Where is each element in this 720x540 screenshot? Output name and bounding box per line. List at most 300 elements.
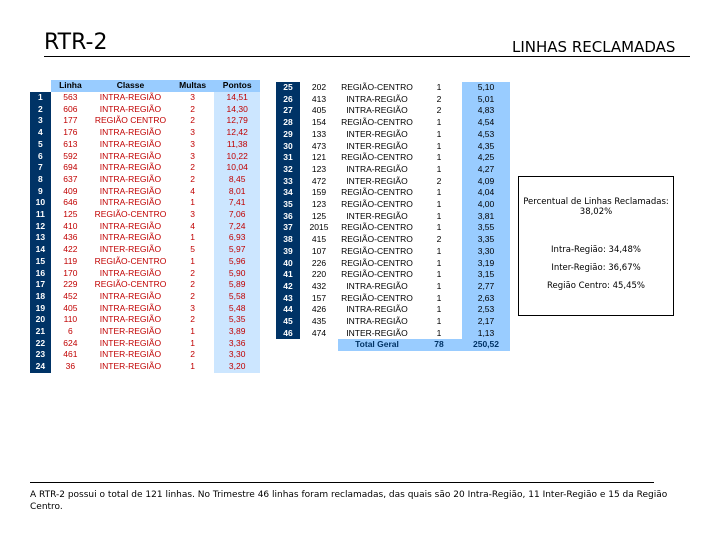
table-row	[276, 187, 510, 199]
row-multas: 2	[190, 173, 195, 184]
table-row	[276, 269, 510, 281]
row-classe: REGIÃO-CENTRO	[338, 187, 416, 199]
row-classe: INTRA-REGIÃO	[338, 94, 416, 106]
row-linha: 563	[63, 92, 78, 102]
row-rank: 39	[276, 246, 300, 258]
row-rank: 2	[30, 104, 51, 116]
row-linha: 461	[63, 349, 78, 360]
table-row	[30, 151, 260, 163]
table-row	[276, 211, 510, 223]
row-rank: 46	[276, 328, 300, 340]
row-multas: 1	[190, 337, 195, 348]
row-rank: 13	[30, 232, 51, 244]
table-row	[276, 281, 510, 293]
row-pontos: 3,30	[214, 349, 260, 361]
table-row	[30, 256, 260, 268]
row-classe: REGIÃO-CENTRO	[338, 152, 416, 164]
row-classe: INTRA-REGIÃO	[99, 127, 162, 138]
row-rank: 24	[30, 361, 51, 373]
percent-total-text: Percentual de Linhas Reclamadas: 38,02%	[523, 197, 669, 217]
right-table-panel	[276, 82, 510, 390]
table-row	[30, 104, 260, 116]
table-row	[30, 268, 260, 280]
row-multas: 1	[416, 281, 462, 293]
row-classe: INTRA-REGIÃO	[99, 138, 162, 149]
row-rank: 7	[30, 162, 51, 174]
row-classe: INTER-REGIÃO	[99, 326, 162, 337]
percent-info-box	[518, 176, 674, 316]
row-multas: 2	[190, 103, 195, 114]
row-multas: 3	[190, 302, 195, 313]
row-classe: INTER-REGIÃO	[99, 337, 162, 348]
row-rank: 45	[276, 316, 300, 328]
row-linha: 409	[63, 185, 78, 196]
row-multas: 3	[190, 127, 195, 138]
row-classe: INTER-REGIÃO	[338, 211, 416, 223]
row-linha: 410	[63, 220, 78, 231]
row-rank: 5	[30, 139, 51, 151]
row-rank: 3	[30, 115, 51, 127]
row-multas: 2	[190, 162, 195, 173]
row-linha: 694	[63, 162, 78, 173]
table-row	[30, 92, 260, 104]
row-classe: INTRA-REGIÃO	[99, 267, 162, 278]
row-linha: 123	[300, 199, 338, 211]
row-pontos: 4,35	[462, 141, 510, 153]
row-pontos: 3,81	[462, 211, 510, 223]
row-multas: 2	[190, 115, 195, 126]
row-linha: 426	[300, 304, 338, 316]
row-classe: INTRA-REGIÃO	[99, 185, 162, 196]
row-classe: INTRA-REGIÃO	[99, 150, 162, 161]
row-linha: 110	[63, 314, 78, 325]
row-multas: 3	[190, 209, 195, 220]
row-classe: INTRA-REGIÃO	[338, 316, 416, 328]
title-underline	[44, 56, 690, 57]
percent-centro-text: Região Centro: 45,45%	[547, 281, 645, 291]
footer-text: A RTR-2 possui o total de 121 linhas. No Trimestre 46 linhas foram reclamadas, das quais são 20 Intra-Região, 11 Inter-Região e 15 da Região Centro.	[30, 490, 668, 512]
table-row	[276, 176, 510, 188]
row-rank: 41	[276, 269, 300, 281]
row-linha: 157	[300, 293, 338, 305]
row-multas: 1	[190, 255, 195, 266]
row-rank: 9	[30, 186, 51, 198]
row-linha: 405	[300, 105, 338, 117]
table-row	[30, 361, 260, 373]
table-row	[276, 129, 510, 141]
table-row	[30, 303, 260, 315]
total-spacer	[276, 339, 300, 351]
row-linha: 452	[63, 290, 78, 301]
row-rank: 25	[276, 82, 300, 94]
row-rank: 28	[276, 117, 300, 129]
left-table-header	[30, 80, 260, 92]
footer-divider	[30, 482, 654, 483]
row-rank: 19	[30, 303, 51, 315]
total-multas: 78	[416, 339, 462, 351]
table-row	[30, 232, 260, 244]
row-linha: 474	[300, 328, 338, 340]
row-multas: 1	[416, 258, 462, 270]
row-pontos: 3,36	[214, 338, 260, 350]
row-linha: 606	[63, 103, 78, 114]
table-row	[276, 316, 510, 328]
row-multas: 1	[416, 141, 462, 153]
row-linha: 220	[300, 269, 338, 281]
row-pontos: 3,89	[214, 326, 260, 338]
header-classe: Classe	[90, 80, 171, 92]
row-rank: 38	[276, 234, 300, 246]
row-linha: 422	[63, 244, 78, 255]
table-row	[276, 246, 510, 258]
row-classe: REGIÃO-CENTRO	[338, 117, 416, 129]
row-multas: 2	[416, 105, 462, 117]
row-pontos: 7,24	[214, 221, 260, 233]
row-pontos: 8,01	[214, 186, 260, 198]
header-pontos: Pontos	[214, 80, 260, 92]
row-rank: 12	[30, 221, 51, 233]
row-multas: 2	[190, 290, 195, 301]
table-row	[276, 304, 510, 316]
row-pontos: 5,96	[214, 256, 260, 268]
row-linha: 123	[300, 164, 338, 176]
row-rank: 37	[276, 222, 300, 234]
row-multas: 3	[190, 150, 195, 161]
table-row	[30, 291, 260, 303]
table-row	[30, 338, 260, 350]
row-multas: 1	[190, 232, 195, 243]
table-row	[30, 221, 260, 233]
table-row	[30, 127, 260, 139]
row-linha: 170	[63, 267, 78, 278]
table-row	[30, 349, 260, 361]
row-pontos: 3,19	[462, 258, 510, 270]
row-linha: 6	[68, 326, 73, 337]
row-pontos: 5,58	[214, 291, 260, 303]
row-rank: 40	[276, 258, 300, 270]
row-pontos: 3,30	[462, 246, 510, 258]
row-pontos: 4,00	[462, 199, 510, 211]
row-multas: 1	[416, 129, 462, 141]
row-rank: 18	[30, 291, 51, 303]
right-table	[276, 82, 510, 351]
row-classe: INTER-REGIÃO	[99, 244, 162, 255]
row-pontos: 6,93	[214, 232, 260, 244]
row-multas: 1	[416, 211, 462, 223]
header-linha: Linha	[51, 80, 90, 92]
row-linha: 436	[63, 232, 78, 243]
row-linha: 121	[300, 152, 338, 164]
row-linha: 176	[63, 127, 78, 138]
row-pontos: 4,83	[462, 105, 510, 117]
row-rank: 21	[30, 326, 51, 338]
row-classe: REGIÃO-CENTRO	[338, 293, 416, 305]
row-linha: 435	[300, 316, 338, 328]
row-multas: 1	[416, 328, 462, 340]
row-classe: INTRA-REGIÃO	[99, 103, 162, 114]
row-linha: 613	[63, 138, 78, 149]
table-row	[276, 222, 510, 234]
table-row	[30, 139, 260, 151]
row-multas: 2	[190, 267, 195, 278]
table-row	[30, 244, 260, 256]
row-linha: 2015	[300, 222, 338, 234]
table-row	[276, 152, 510, 164]
table-row	[276, 293, 510, 305]
row-rank: 15	[30, 256, 51, 268]
row-pontos: 3,15	[462, 269, 510, 281]
row-rank: 23	[30, 349, 51, 361]
row-classe: INTRA-REGIÃO	[99, 314, 162, 325]
row-pontos: 7,06	[214, 209, 260, 221]
row-rank: 17	[30, 279, 51, 291]
row-linha: 177	[63, 115, 78, 126]
row-multas: 2	[416, 176, 462, 188]
row-multas: 5	[190, 244, 195, 255]
row-multas: 3	[190, 138, 195, 149]
row-pontos: 4,53	[462, 129, 510, 141]
row-pontos: 5,89	[214, 279, 260, 291]
row-classe: INTRA-REGIÃO	[338, 105, 416, 117]
row-classe: REGIÃO-CENTRO	[338, 269, 416, 281]
table-row	[276, 199, 510, 211]
percent-intra-text: Intra-Região: 34,48%	[551, 245, 641, 255]
table-row	[30, 197, 260, 209]
row-classe: INTRA-REGIÃO	[99, 232, 162, 243]
table-row	[276, 164, 510, 176]
row-classe: INTER-REGIÃO	[338, 176, 416, 188]
row-rank: 34	[276, 187, 300, 199]
row-rank: 44	[276, 304, 300, 316]
row-rank: 30	[276, 141, 300, 153]
table-row	[30, 279, 260, 291]
page-title: RTR-2	[44, 30, 108, 55]
row-multas: 1	[416, 187, 462, 199]
row-rank: 14	[30, 244, 51, 256]
total-spacer	[300, 339, 338, 351]
total-pontos: 250,52	[462, 339, 510, 351]
row-classe: REGIÃO-CENTRO	[338, 246, 416, 258]
row-multas: 3	[190, 92, 195, 102]
row-pontos: 7,41	[214, 197, 260, 209]
row-pontos: 14,51	[214, 92, 260, 104]
total-row	[276, 339, 510, 351]
row-pontos: 2,17	[462, 316, 510, 328]
row-multas: 1	[416, 304, 462, 316]
row-classe: REGIÃO-CENTRO	[94, 209, 167, 220]
row-rank: 20	[30, 314, 51, 326]
row-multas: 1	[416, 152, 462, 164]
row-pontos: 5,48	[214, 303, 260, 315]
row-pontos: 4,27	[462, 164, 510, 176]
row-classe: INTRA-REGIÃO	[99, 92, 162, 102]
row-rank: 43	[276, 293, 300, 305]
row-multas: 2	[190, 349, 195, 360]
row-multas: 2	[416, 94, 462, 106]
row-classe: REGIÃO-CENTRO	[338, 222, 416, 234]
table-row	[30, 326, 260, 338]
row-classe: INTRA-REGIÃO	[338, 304, 416, 316]
row-pontos: 4,04	[462, 187, 510, 199]
row-pontos: 3,55	[462, 222, 510, 234]
row-linha: 592	[63, 150, 78, 161]
row-pontos: 2,63	[462, 293, 510, 305]
row-multas: 2	[190, 314, 195, 325]
row-classe: INTRA-REGIÃO	[99, 197, 162, 208]
header-multas: Multas	[171, 80, 215, 92]
row-pontos: 4,25	[462, 152, 510, 164]
row-classe: INTER-REGIÃO	[99, 349, 162, 360]
row-rank: 4	[30, 127, 51, 139]
row-multas: 2	[190, 279, 195, 290]
row-linha: 159	[300, 187, 338, 199]
row-pontos: 5,90	[214, 268, 260, 280]
row-pontos: 8,45	[214, 174, 260, 186]
row-multas: 4	[190, 220, 195, 231]
row-multas: 1	[190, 197, 195, 208]
row-linha: 226	[300, 258, 338, 270]
table-row	[30, 186, 260, 198]
table-row	[30, 209, 260, 221]
row-pontos: 3,20	[214, 361, 260, 373]
row-rank: 42	[276, 281, 300, 293]
table-row	[30, 162, 260, 174]
table-row	[276, 117, 510, 129]
row-pontos: 2,77	[462, 281, 510, 293]
row-multas: 1	[416, 164, 462, 176]
table-row	[276, 258, 510, 270]
row-rank: 29	[276, 129, 300, 141]
row-classe: INTRA-REGIÃO	[338, 164, 416, 176]
table-row	[276, 234, 510, 246]
row-multas: 1	[190, 361, 195, 372]
table-row	[30, 174, 260, 186]
row-linha: 154	[300, 117, 338, 129]
row-classe: REGIÃO-CENTRO	[94, 279, 167, 290]
row-linha: 229	[63, 279, 78, 290]
row-rank: 36	[276, 211, 300, 223]
row-multas: 1	[190, 326, 195, 337]
row-linha: 413	[300, 94, 338, 106]
row-linha: 133	[300, 129, 338, 141]
row-pontos: 5,10	[462, 82, 510, 94]
row-classe: INTRA-REGIÃO	[99, 290, 162, 301]
row-rank: 1	[30, 92, 51, 104]
row-pontos: 14,30	[214, 104, 260, 116]
row-classe: INTRA-REGIÃO	[99, 220, 162, 231]
row-multas: 2	[416, 234, 462, 246]
row-pontos: 4,54	[462, 117, 510, 129]
row-pontos: 10,04	[214, 162, 260, 174]
row-classe: INTER-REGIÃO	[99, 361, 162, 372]
row-pontos: 5,35	[214, 314, 260, 326]
row-multas: 1	[416, 293, 462, 305]
row-linha: 624	[63, 337, 78, 348]
row-pontos: 5,97	[214, 244, 260, 256]
table-row	[276, 328, 510, 340]
row-pontos: 2,53	[462, 304, 510, 316]
row-linha: 637	[63, 173, 78, 184]
row-pontos: 4,09	[462, 176, 510, 188]
row-classe: INTRA-REGIÃO	[99, 162, 162, 173]
row-rank: 27	[276, 105, 300, 117]
total-label: Total Geral	[338, 339, 416, 351]
row-linha: 472	[300, 176, 338, 188]
row-linha: 405	[63, 302, 78, 313]
row-multas: 1	[416, 117, 462, 129]
row-multas: 1	[416, 82, 462, 94]
row-classe: INTRA-REGIÃO	[338, 281, 416, 293]
row-pontos: 1,13	[462, 328, 510, 340]
row-classe: REGIÃO-CENTRO	[338, 234, 416, 246]
table-row	[30, 314, 260, 326]
row-linha: 432	[300, 281, 338, 293]
row-rank: 16	[30, 268, 51, 280]
row-multas: 4	[190, 185, 195, 196]
row-linha: 473	[300, 141, 338, 153]
table-row	[276, 82, 510, 94]
row-pontos: 12,42	[214, 127, 260, 139]
left-table-panel	[30, 80, 260, 388]
table-row	[30, 115, 260, 127]
row-multas: 1	[416, 246, 462, 258]
row-linha: 36	[65, 361, 76, 372]
row-linha: 107	[300, 246, 338, 258]
row-rank: 35	[276, 199, 300, 211]
row-classe: REGIÃO-CENTRO	[94, 255, 167, 266]
row-classe: INTER-REGIÃO	[338, 141, 416, 153]
row-linha: 119	[63, 255, 78, 266]
row-rank: 6	[30, 151, 51, 163]
row-rank: 31	[276, 152, 300, 164]
percent-inter-text: Inter-Região: 36,67%	[551, 263, 641, 273]
row-classe: REGIÃO-CENTRO	[338, 82, 416, 94]
row-classe: INTER-REGIÃO	[338, 129, 416, 141]
row-multas: 1	[416, 269, 462, 281]
row-classe: INTRA-REGIÃO	[99, 173, 162, 184]
row-classe: INTRA-REGIÃO	[99, 302, 162, 313]
row-rank: 11	[30, 209, 51, 221]
page-subtitle: LINHAS RECLAMADAS	[512, 38, 676, 56]
row-pontos: 12,79	[214, 115, 260, 127]
row-pontos: 5,01	[462, 94, 510, 106]
row-linha: 646	[63, 197, 78, 208]
row-rank: 10	[30, 197, 51, 209]
row-rank: 8	[30, 174, 51, 186]
row-rank: 22	[30, 338, 51, 350]
row-rank: 33	[276, 176, 300, 188]
row-pontos: 3,35	[462, 234, 510, 246]
row-multas: 1	[416, 316, 462, 328]
row-linha: 125	[63, 209, 78, 220]
left-table	[30, 80, 260, 373]
row-classe: INTER-REGIÃO	[338, 328, 416, 340]
row-linha: 125	[300, 211, 338, 223]
row-linha: 415	[300, 234, 338, 246]
table-row	[276, 141, 510, 153]
row-classe: REGIÃO-CENTRO	[338, 258, 416, 270]
row-classe: REGIÃO-CENTRO	[338, 199, 416, 211]
row-rank: 32	[276, 164, 300, 176]
row-pontos: 11,38	[214, 139, 260, 151]
row-classe: REGIÃO CENTRO	[94, 115, 167, 126]
row-multas: 1	[416, 199, 462, 211]
table-row	[276, 105, 510, 117]
row-multas: 1	[416, 222, 462, 234]
row-rank: 26	[276, 94, 300, 106]
row-pontos: 10,22	[214, 151, 260, 163]
table-row	[276, 94, 510, 106]
